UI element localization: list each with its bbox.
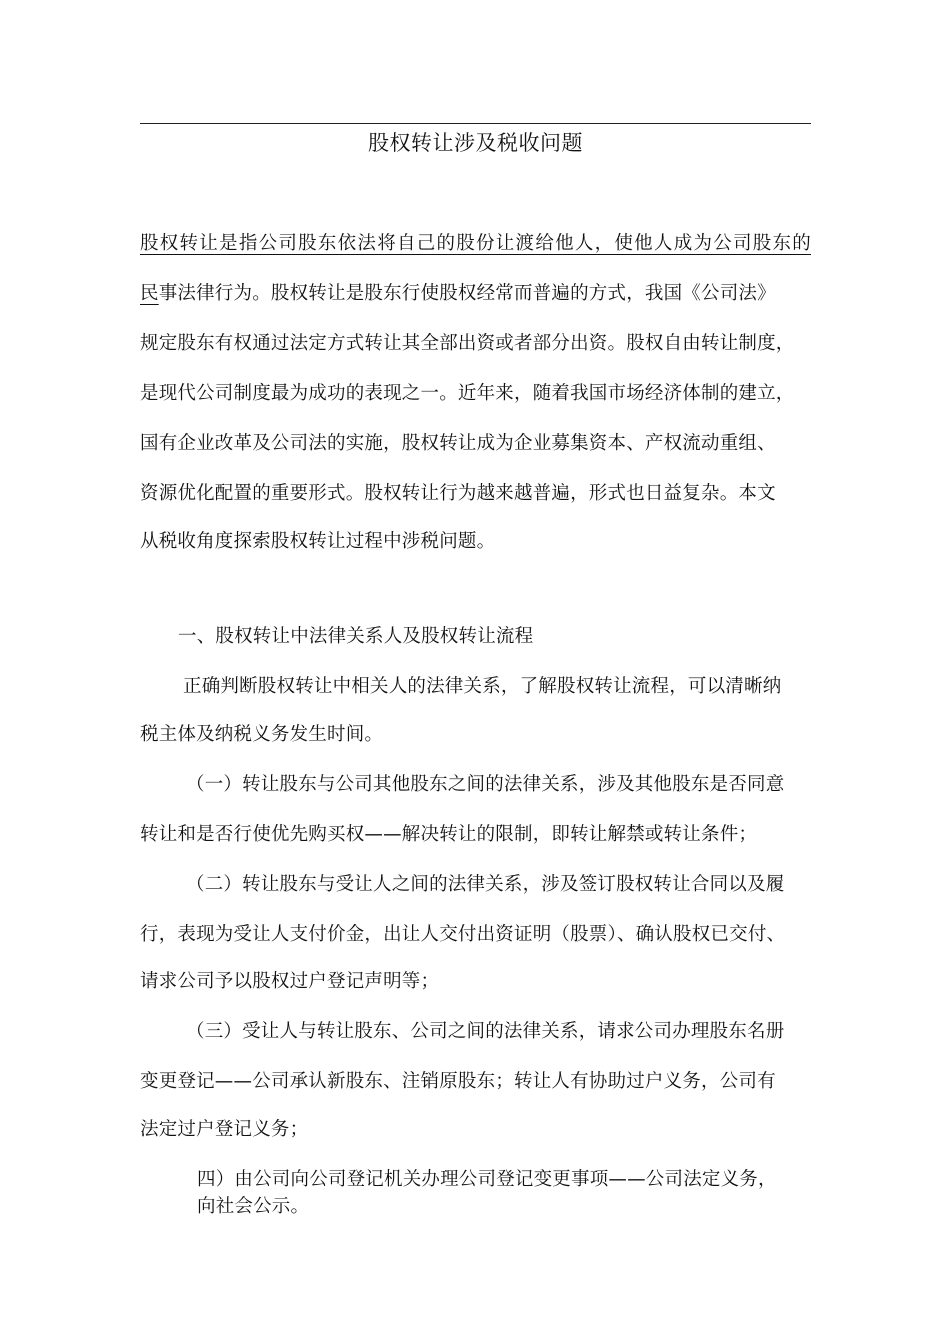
list-item-3-line-3: 法定过户登记义务；: [140, 1119, 309, 1140]
list-item-2-line-2: 行，表现为受让人支付价金，出让人交付出资证明（股票）、确认股权已交付、: [140, 924, 786, 945]
intro-line-7: 从税收角度探索股权转让过程中涉税问题。: [140, 531, 496, 552]
intro-line-2-underlined-char: 民: [140, 283, 159, 304]
list-item-1-line-1: （一）转让股东与公司其他股东之间的法律关系，涉及其他股东是否同意: [186, 774, 785, 795]
header-rule: [140, 123, 811, 124]
intro-line-6: 资源优化配置的重要形式。股权转让行为越来越普遍，形式也日益复杂。本文: [140, 483, 776, 504]
section-1-para-line-1: 正确判断股权转让中相关人的法律关系，了解股权转让流程，可以清晰纳: [183, 676, 782, 697]
intro-line-5: 国有企业改革及公司法的实施，股权转让成为企业募集资本、产权流动重组、: [140, 433, 776, 454]
list-item-2-line-3: 请求公司予以股权过户登记声明等；: [140, 971, 440, 992]
list-item-2-line-1: （二）转让股东与受让人之间的法律关系，涉及签订股权转让合同以及履: [186, 874, 785, 895]
list-item-4-line-2: 向社会公示。: [197, 1196, 310, 1217]
list-item-1-line-2: 转让和是否行使优先购买权——解决转让的限制，即转让解禁或转让条件；: [140, 824, 758, 845]
intro-line-3: 规定股东有权通过法定方式转让其全部出资或者部分出资。股权自由转让制度，: [140, 333, 795, 354]
section-1-heading: 一、股权转让中法律关系人及股权转让流程: [178, 626, 534, 647]
intro-line-2: [140, 281, 776, 307]
list-item-3-line-1: （三）受让人与转让股东、公司之间的法律关系，请求公司办理股东名册: [186, 1021, 785, 1042]
intro-line-1: 股权转让是指公司股东依法将自己的股份让渡给他人，使他人成为公司股东的: [140, 233, 811, 254]
list-item-4-line-1: 四）由公司向公司登记机关办理公司登记变更事项——公司法定义务，: [197, 1169, 777, 1190]
list-item-3-line-2: 变更登记——公司承认新股东、注销原股东；转让人有协助过户义务，公司有: [140, 1071, 776, 1092]
intro-line-4: 是现代公司制度最为成功的表现之一。近年来，随着我国市场经济体制的建立，: [140, 383, 795, 404]
section-1-para-line-2: 税主体及纳税义务发生时间。: [140, 724, 384, 745]
intro-line-2-rest: 事法律行为。股权转让是股东行使股权经常而普遍的方式，我国《公司法》: [158, 283, 776, 304]
document-title: 股权转让涉及税收问题: [368, 131, 583, 155]
